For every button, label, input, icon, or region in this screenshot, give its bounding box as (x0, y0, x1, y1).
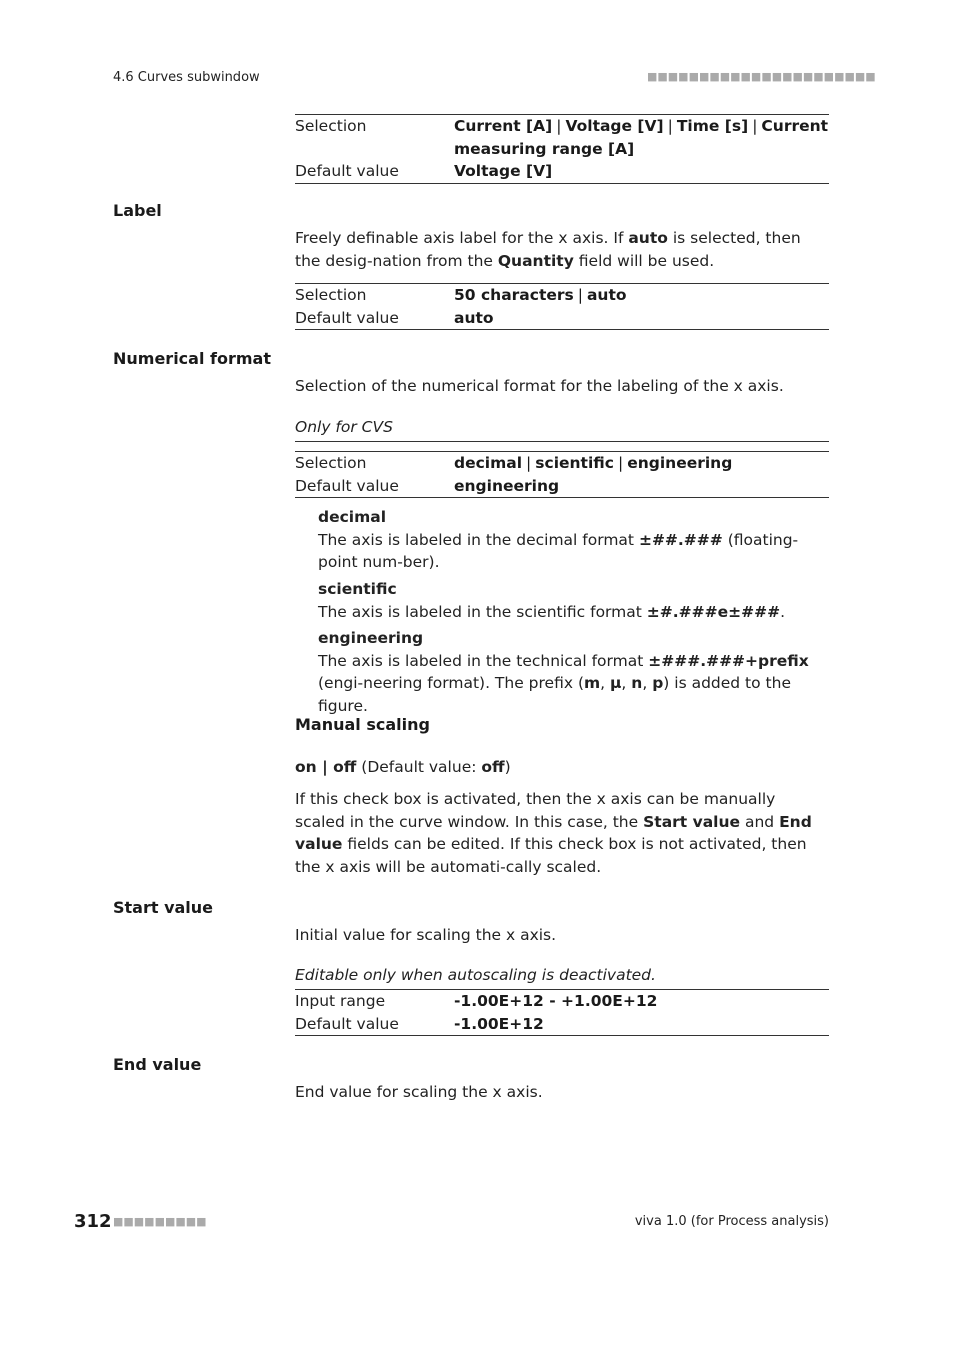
spec-row-range: Input range -1.00E+12 - +1.00E+12 (295, 992, 658, 1010)
spec-value: Voltage [V] (454, 162, 553, 180)
numerical-format-note: Only for CVS (295, 418, 393, 436)
manual-scaling-heading: Manual scaling (295, 715, 430, 734)
option-term: engineering (318, 629, 424, 647)
page-number: 312 (74, 1211, 112, 1232)
option-decimal (318, 506, 829, 574)
start-value-description: Initial value for scaling the x axis. (295, 926, 557, 944)
label-spec-table (295, 283, 829, 330)
running-header-dots: ■■■■■■■■■■■■■■■■■■■■■■ (647, 70, 876, 83)
option-term: decimal (318, 508, 387, 526)
manual-scaling-onoff: on | off (Default value: off) (295, 758, 511, 776)
spec-row-selection: Selection 50 characters | auto (295, 286, 627, 304)
label-heading: Label (113, 201, 162, 220)
spec-row-selection (295, 115, 829, 160)
option-engineering (318, 627, 829, 717)
option-text: The axis is labeled in the technical format ±###.###+prefix (engi-neering format). The prefix (m, µ, n, p) is added to the figure. (318, 651, 809, 715)
label-description: Freely definable axis label for the x axis. If auto is selected, then the desig-nation from the Quantity field will be used. (295, 229, 801, 270)
start-value-note: Editable only when autoscaling is deactivated. (295, 966, 656, 984)
spec-row-default: Default value engineering (295, 476, 560, 495)
spec-row-default: Default value -1.00E+12 (295, 1014, 544, 1033)
spec-row-selection: Selection decimal | scientific | engineering (295, 454, 733, 472)
numerical-format-description: Selection of the numerical format for the labeling of the x axis. (295, 377, 784, 395)
quantity-spec-table (295, 114, 829, 184)
spec-key: Default value (295, 162, 399, 180)
start-value-spec-table (295, 989, 829, 1036)
option-text: The axis is labeled in the decimal format ±##.### (floating-point num-ber). (318, 530, 799, 571)
footer-dots: ■■■■■■■■■ (113, 1215, 207, 1228)
option-text: The axis is labeled in the scientific format ±#.###e±###. (318, 602, 785, 621)
end-value-heading: End value (113, 1055, 202, 1074)
option-term: scientific (318, 580, 397, 598)
running-header-section: 4.6 Curves subwindow (113, 70, 260, 85)
note-rule (295, 441, 829, 442)
spec-key: Selection (295, 117, 367, 135)
manual-scaling-description: If this check box is activated, then the x axis can be manually scaled in the curve window. In this case, the Start value and End value fields can be edited. If this check box is not activated, then the x axis will be automati-cally scaled. (295, 790, 812, 876)
numerical-format-heading: Numerical format (113, 349, 271, 368)
start-value-heading: Start value (113, 898, 214, 917)
end-value-description: End value for scaling the x axis. (295, 1083, 543, 1101)
spec-value: Current [A] | Voltage [V] | Time [s] | Current measuring range [A] (454, 117, 829, 158)
numerical-format-spec-table (295, 451, 829, 498)
option-scientific (318, 578, 829, 623)
spec-row-default: Default value auto (295, 308, 494, 327)
spec-row-default (295, 160, 829, 183)
footer-product: viva 1.0 (for Process analysis) (634, 1214, 829, 1229)
